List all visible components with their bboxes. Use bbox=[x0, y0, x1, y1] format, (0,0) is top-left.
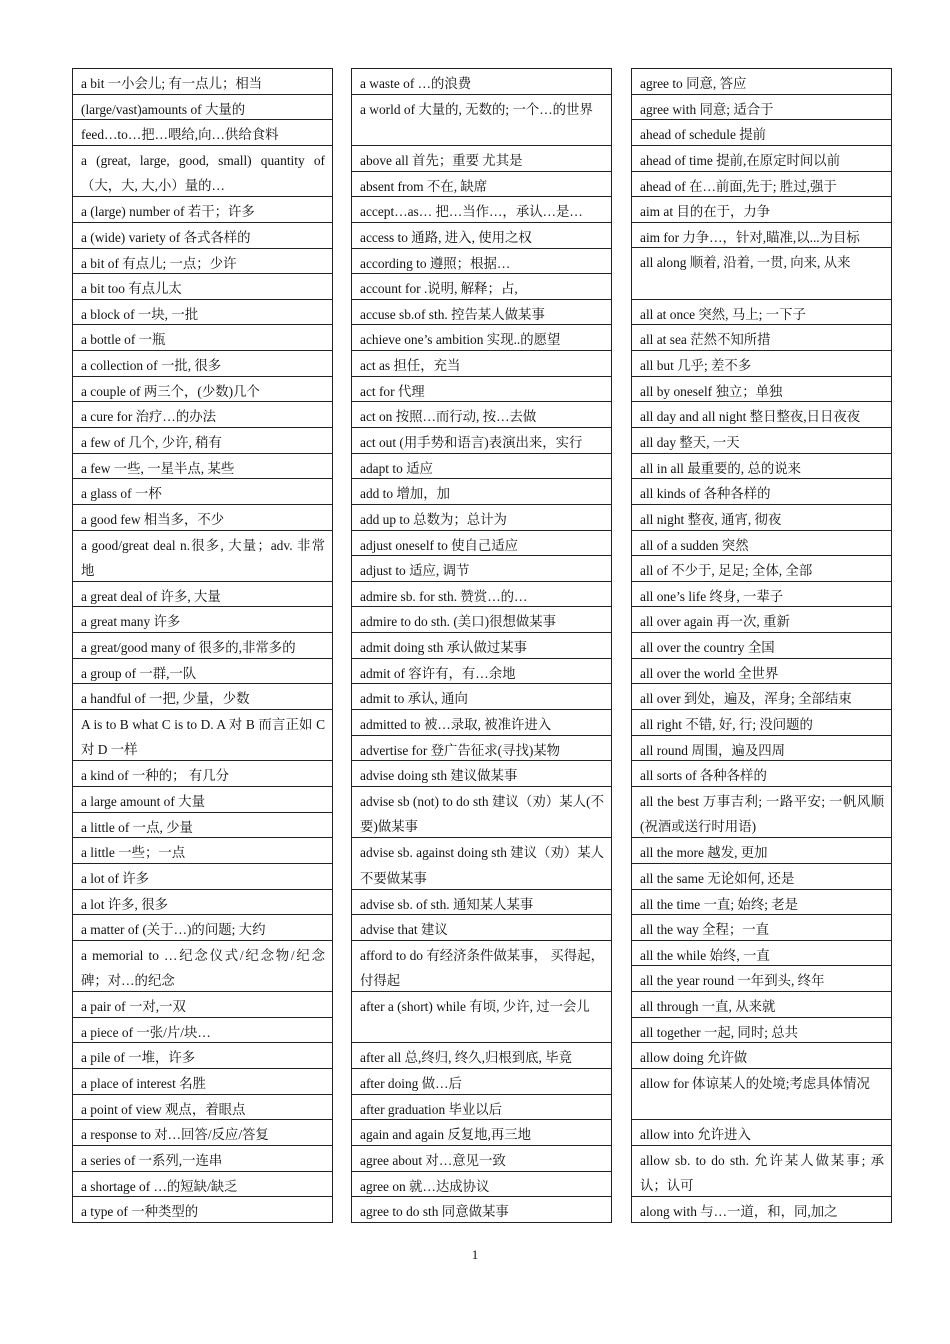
phrase-entry: admitted to 被…录取, 被准许进入 bbox=[352, 710, 611, 736]
phrase-entry: all through 一直, 从来就 bbox=[632, 992, 891, 1018]
phrase-entry: all the while 始终, 一直 bbox=[632, 941, 891, 967]
phrase-entry: a little 一些；一点 bbox=[73, 838, 332, 864]
phrase-entry: a kind of 一种的； 有几分 bbox=[73, 761, 332, 787]
phrase-entry: all the year round 一年到头, 终年 bbox=[632, 966, 891, 992]
phrase-entry: a handful of 一把, 少量，少数 bbox=[73, 684, 332, 710]
phrase-entry: a couple of 两三个，(少数)几个 bbox=[73, 377, 332, 403]
phrase-entry: advise sb (not) to do sth 建议（劝）某人(不要)做某事 bbox=[352, 787, 611, 838]
phrase-entry: admire to do sth. (美口)很想做某事 bbox=[352, 607, 611, 633]
phrase-entry: access to 通路, 进入, 使用之权 bbox=[352, 223, 611, 249]
phrase-entry: A is to B what C is to D. A 对 B 而言正如 C 对 D 一样 bbox=[73, 710, 332, 761]
phrase-entry: a bit 一小会儿; 有一点儿；相当 bbox=[73, 69, 332, 95]
phrase-entry: allow into 允许进入 bbox=[632, 1120, 891, 1146]
page-number: 1 bbox=[471, 1247, 479, 1262]
phrase-entry: a little of 一点, 少量 bbox=[73, 813, 332, 839]
phrase-entry: all at once 突然, 马上; 一下子 bbox=[632, 300, 891, 326]
phrase-entry: all at sea 茫然不知所措 bbox=[632, 325, 891, 351]
phrase-entry: all round 周围，遍及四周 bbox=[632, 736, 891, 762]
phrase-entry: agree with 同意; 适合于 bbox=[632, 95, 891, 121]
phrase-entry: aim at 目的在于，力争 bbox=[632, 197, 891, 223]
phrase-entry: all of 不少于, 足足; 全体, 全部 bbox=[632, 556, 891, 582]
phrase-entry: a lot of 许多 bbox=[73, 864, 332, 890]
phrase-entry: a large amount of 大量 bbox=[73, 787, 332, 813]
phrase-entry: a pile of 一堆，许多 bbox=[73, 1043, 332, 1069]
phrase-entry: advise sb. against doing sth 建议（劝）某人不要做某事 bbox=[352, 838, 611, 889]
phrase-entry: all of a sudden 突然 bbox=[632, 531, 891, 557]
phrase-entry: a bit of 有点儿; 一点；少许 bbox=[73, 249, 332, 275]
phrase-entry: a (great, large, good, small) quantity of （大，大, 大,小）量的… bbox=[73, 146, 332, 197]
phrase-entry: a block of 一块, 一批 bbox=[73, 300, 332, 326]
phrase-entry: admire sb. for sth. 赞赏…的… bbox=[352, 582, 611, 608]
phrase-entry: adjust to 适应, 调节 bbox=[352, 556, 611, 582]
phrase-entry: accept…as… 把…当作…，承认…是… bbox=[352, 197, 611, 223]
phrase-entry: achieve one’s ambition 实现..的愿望 bbox=[352, 325, 611, 351]
phrase-entry: a (large) number of 若干；许多 bbox=[73, 197, 332, 223]
phrase-entry: a collection of 一批, 很多 bbox=[73, 351, 332, 377]
phrase-entry: ahead of time 提前,在原定时间以前 bbox=[632, 146, 891, 172]
phrase-entry: all over again 再一次, 重新 bbox=[632, 607, 891, 633]
phrase-entry: admit to 承认, 通向 bbox=[352, 684, 611, 710]
phrase-entry: again and again 反复地,再三地 bbox=[352, 1120, 611, 1146]
phrase-entry: agree on 就…达成协议 bbox=[352, 1172, 611, 1198]
phrase-entry: feed…to…把…喂给,向…供给食料 bbox=[73, 120, 332, 146]
phrase-entry: a memorial to …纪念仪式/纪念物/纪念碑；对…的纪念 bbox=[73, 941, 332, 992]
phrase-entry: a pair of 一对,一双 bbox=[73, 992, 332, 1018]
phrase-entry: all the more 越发, 更加 bbox=[632, 838, 891, 864]
phrase-entry: all one’s life 终身, 一辈子 bbox=[632, 582, 891, 608]
phrase-entry: a piece of 一张/片/块… bbox=[73, 1018, 332, 1044]
phrase-entry: a waste of …的浪费 bbox=[352, 69, 611, 95]
phrase-entry: after graduation 毕业以后 bbox=[352, 1095, 611, 1121]
phrase-entry: accuse sb.of sth. 控告某人做某事 bbox=[352, 300, 611, 326]
phrase-entry: all right 不错, 好, 行; 没问题的 bbox=[632, 710, 891, 736]
phrase-entry: advise sb. of sth. 通知某人某事 bbox=[352, 890, 611, 916]
phrase-entry: allow for 体谅某人的处境;考虑具体情况 bbox=[632, 1069, 891, 1120]
phrase-entry: agree to 同意, 答应 bbox=[632, 69, 891, 95]
phrase-entry: act out (用手势和语言)表演出来，实行 bbox=[352, 428, 611, 454]
phrase-entry: advise that 建议 bbox=[352, 915, 611, 941]
phrase-entry: all the best 万事吉利; 一路平安; 一帆风顺(祝酒或送行时用语) bbox=[632, 787, 891, 838]
phrase-entry: a type of 一种类型的 bbox=[73, 1197, 332, 1223]
phrase-entry: ahead of schedule 提前 bbox=[632, 120, 891, 146]
phrase-entry: aim for 力争…，针对,瞄准,以...为目标 bbox=[632, 223, 891, 249]
phrase-entry: a great many 许多 bbox=[73, 607, 332, 633]
phrase-entry: afford to do 有经济条件做某事， 买得起，付得起 bbox=[352, 941, 611, 992]
phrase-entry: a place of interest 名胜 bbox=[73, 1069, 332, 1095]
phrase-entry: a matter of (关于…)的问题; 大约 bbox=[73, 915, 332, 941]
phrase-entry: all over the world 全世界 bbox=[632, 659, 891, 685]
phrase-entry: act for 代理 bbox=[352, 377, 611, 403]
phrase-entry: a cure for 治疗…的办法 bbox=[73, 402, 332, 428]
phrase-entry: all by oneself 独立；单独 bbox=[632, 377, 891, 403]
phrase-entry: a bit too 有点儿太 bbox=[73, 274, 332, 300]
phrase-entry: a response to 对…回答/反应/答复 bbox=[73, 1120, 332, 1146]
phrase-entry: adapt to 适应 bbox=[352, 454, 611, 480]
phrase-column-1 bbox=[72, 68, 333, 1223]
phrase-entry: admit doing sth 承认做过某事 bbox=[352, 633, 611, 659]
phrase-entry: act as 担任，充当 bbox=[352, 351, 611, 377]
phrase-entry: a good few 相当多，不少 bbox=[73, 505, 332, 531]
phrase-entry: all the time 一直; 始终; 老是 bbox=[632, 890, 891, 916]
phrase-column-3 bbox=[631, 68, 892, 1223]
phrase-entry: all day 整天, 一天 bbox=[632, 428, 891, 454]
phrase-entry: admit of 容许有，有…余地 bbox=[352, 659, 611, 685]
phrase-entry: act on 按照…而行动, 按…去做 bbox=[352, 402, 611, 428]
phrase-entry: (large/vast)amounts of 大量的 bbox=[73, 95, 332, 121]
phrase-entry: a great/good many of 很多的,非常多的 bbox=[73, 633, 332, 659]
phrase-entry: a glass of 一杯 bbox=[73, 479, 332, 505]
phrase-entry: advise doing sth 建议做某事 bbox=[352, 761, 611, 787]
phrase-entry: a (wide) variety of 各式各样的 bbox=[73, 223, 332, 249]
phrase-entry: add up to 总数为；总计为 bbox=[352, 505, 611, 531]
phrase-entry: according to 遵照；根据… bbox=[352, 249, 611, 275]
phrase-entry: all together 一起, 同时; 总共 bbox=[632, 1018, 891, 1044]
phrase-entry: advertise for 登广告征求(寻找)某物 bbox=[352, 736, 611, 762]
phrase-entry: agree about 对…意见一致 bbox=[352, 1146, 611, 1172]
phrase-entry: all day and all night 整日整夜,日日夜夜 bbox=[632, 402, 891, 428]
phrase-entry: after a (short) while 有顷, 少许, 过一会儿 bbox=[352, 992, 611, 1043]
phrase-entry: account for .说明, 解释；占, bbox=[352, 274, 611, 300]
phrase-entry: after all 总,终归, 终久,归根到底, 毕竟 bbox=[352, 1043, 611, 1069]
phrase-entry: all along 顺着, 沿着, 一贯, 向来, 从来 bbox=[632, 248, 891, 299]
phrase-entry: all night 整夜, 通宵, 彻夜 bbox=[632, 505, 891, 531]
phrase-entry: allow doing 允许做 bbox=[632, 1043, 891, 1069]
phrase-entry: all in all 最重要的, 总的说来 bbox=[632, 454, 891, 480]
phrase-entry: agree to do sth 同意做某事 bbox=[352, 1197, 611, 1223]
phrase-entry: allow sb. to do sth. 允许某人做某事; 承认；认可 bbox=[632, 1146, 891, 1197]
phrase-entry: a few of 几个, 少许, 稍有 bbox=[73, 428, 332, 454]
phrase-entry: a shortage of …的短缺/缺乏 bbox=[73, 1172, 332, 1198]
phrase-column-2 bbox=[351, 68, 612, 1223]
phrase-entry: above all 首先；重要 尤其是 bbox=[352, 146, 611, 172]
phrase-entry: a world of 大量的, 无数的; 一个…的世界 bbox=[352, 95, 611, 146]
phrase-entry: along with 与…一道，和，同,加之 bbox=[632, 1197, 891, 1223]
phrase-entry: all over the country 全国 bbox=[632, 633, 891, 659]
phrase-entry: a lot 许多, 很多 bbox=[73, 890, 332, 916]
phrase-entry: ahead of 在…前面,先于; 胜过,强于 bbox=[632, 172, 891, 198]
phrase-entry: a bottle of 一瓶 bbox=[73, 325, 332, 351]
phrase-entry: absent from 不在, 缺席 bbox=[352, 172, 611, 198]
phrase-entry: a few 一些, 一星半点, 某些 bbox=[73, 454, 332, 480]
phrase-entry: add to 增加，加 bbox=[352, 479, 611, 505]
phrase-entry: a series of 一系列,一连串 bbox=[73, 1146, 332, 1172]
phrase-entry: all but 几乎; 差不多 bbox=[632, 351, 891, 377]
phrase-entry: all the same 无论如何, 还是 bbox=[632, 864, 891, 890]
phrase-entry: adjust oneself to 使自己适应 bbox=[352, 531, 611, 557]
phrase-entry: all sorts of 各种各样的 bbox=[632, 761, 891, 787]
phrase-entry: all the way 全程；一直 bbox=[632, 915, 891, 941]
phrase-entry: after doing 做…后 bbox=[352, 1069, 611, 1095]
phrase-entry: a point of view 观点，着眼点 bbox=[73, 1095, 332, 1121]
phrase-entry: all kinds of 各种各样的 bbox=[632, 479, 891, 505]
phrase-entry: a group of 一群,一队 bbox=[73, 659, 332, 685]
phrase-entry: all over 到处，遍及，浑身; 全部结束 bbox=[632, 684, 891, 710]
phrase-entry: a great deal of 许多, 大量 bbox=[73, 582, 332, 608]
phrase-entry: a good/great deal n.很多, 大量；adv. 非常地 bbox=[73, 531, 332, 582]
